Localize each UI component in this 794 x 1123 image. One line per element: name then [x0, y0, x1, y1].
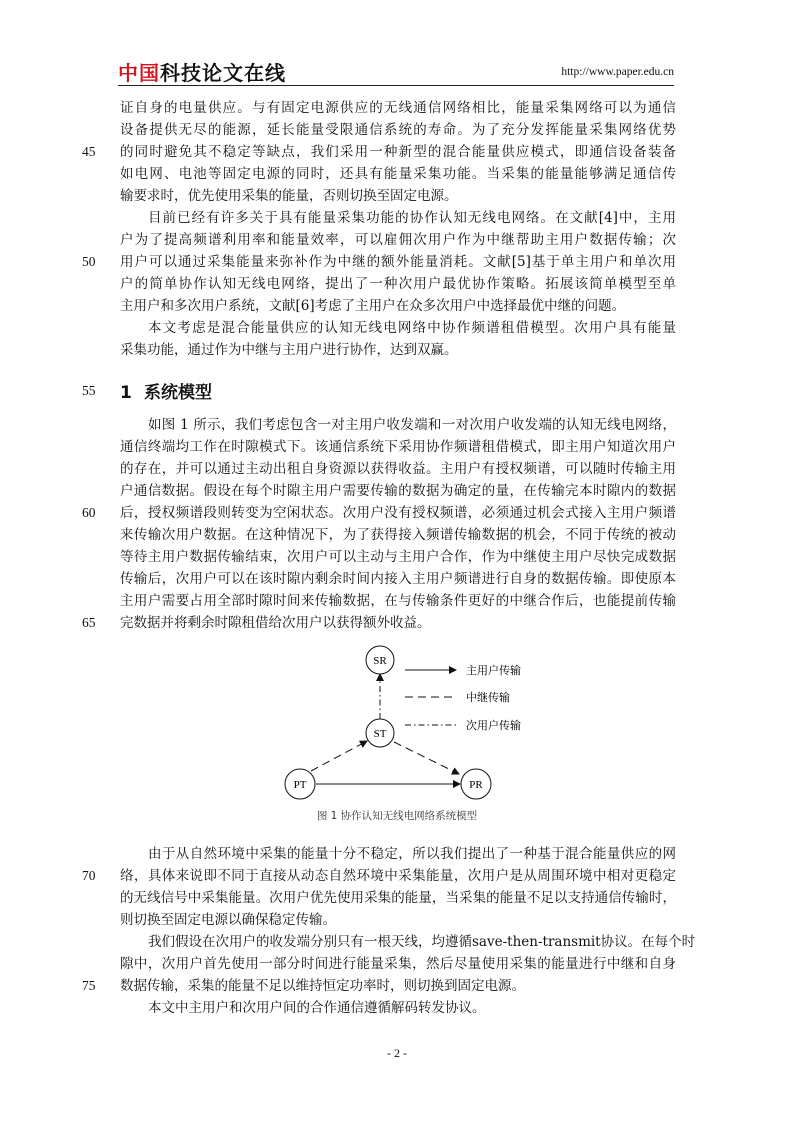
- text-line: 输要求时，优先使用采集的能量，否则切换至固定电源。: [120, 188, 458, 204]
- logo-black-text: 科技论文在线: [160, 61, 286, 85]
- logo-red-text: 中国: [118, 61, 160, 85]
- line-number: 50: [82, 254, 96, 269]
- text-line: 户通信数据。假设在每个时隙主用户需要传输的数据为确定的量，在传输完本时隙内的数据: [120, 483, 676, 499]
- section-number: 1: [120, 383, 132, 403]
- text-line: 我们假设在次用户的收发端分别只有一根天线，均遵循save-then-transmit协议。在每个时: [148, 934, 696, 950]
- text-line: 用户可以通过采集能量来弥补作为中继的额外能量消耗。文献[5]基于单主用户和单次用: [120, 254, 676, 270]
- text-line: 隙中，次用户首先使用一部分时间进行能量采集，然后尽量使用采集的能量进行中继和自身: [120, 956, 676, 972]
- header-divider: [118, 85, 674, 86]
- line-number: 65: [82, 615, 96, 630]
- journal-logo: [118, 57, 286, 86]
- text-line: 户为了提高频谱利用率和能量效率，可以雇佣次用户作为中继帮助主用户数据传输；次: [120, 232, 676, 248]
- legend-secondary-label: 次用户传输: [466, 719, 521, 732]
- text-line: 如电网、电池等固定电源的同时，还具有能量采集功能。当采集的能量能够满足通信传: [120, 166, 676, 182]
- line-number: 60: [82, 505, 96, 520]
- text-line: 传输后，次用户可以在该时隙内剩余时间内接入主用户频谱进行自身的数据传输。即使原本: [120, 571, 676, 587]
- st-pr-link: [394, 742, 459, 774]
- text-line: 采集功能，通过作为中继与主用户进行协作，达到双赢。: [120, 342, 458, 358]
- text-line: 通信终端均工作在时隙模式下。该通信系统下采用协作频谱租借模式，即主用户知道次用户: [120, 439, 676, 455]
- line-number: 70: [82, 868, 96, 883]
- text-line: 如图 1 所示，我们考虑包含一对主用户收发端和一对次用户收发端的认知无线电网络，: [148, 417, 676, 433]
- section-heading: [120, 378, 212, 403]
- text-line: 主用户和多次用户系统，文献[6]考虑了主用户在众多次用户中选择最优中继的问题。: [120, 298, 626, 314]
- line-number: 75: [82, 978, 96, 993]
- node-pt-label: PT: [293, 779, 307, 791]
- line-number: 45: [82, 144, 96, 159]
- text-line: 户的简单协作认知无线电网络，提出了一种次用户最优协作策略。拓展该简单模型至单: [120, 276, 676, 292]
- text-line: 设备提供无尽的能源，延长能量受限通信系统的寿命。为了充分发挥能量采集网络优势: [120, 122, 676, 138]
- text-line: 则切换至固定电源以确保稳定传输。: [120, 912, 336, 928]
- legend-relay-label: 中继传输: [466, 691, 510, 704]
- text-line: 数据传输，采集的能量不足以维持恒定功率时，则切换到固定电源。: [120, 978, 525, 994]
- text-line: 的无线信号中采集能量。次用户优先使用采集的能量，当采集的能量不足以支持通信传输时，: [120, 890, 676, 906]
- page-number: - 2 -: [387, 1046, 407, 1060]
- text-line: 等待主用户数据传输结束，次用户可以主动与主用户合作，作为中继使主用户尽快完成数据: [120, 549, 676, 565]
- legend-primary-label: 主用户传输: [466, 664, 521, 677]
- figure-caption: 图 1 协作认知无线电网络系统模型: [316, 810, 478, 822]
- text-line: 来传输次用户数据。在这种情况下，为了获得接入频谱传输数据的机会，不同于传统的被动: [120, 527, 676, 543]
- text-line: 证自身的电量供应。与有固定电源供应的无线通信网络相比，能量采集网络可以为通信: [120, 100, 676, 116]
- text-line: 完数据并将剩余时隙租借给次用户以获得额外收益。: [120, 615, 431, 631]
- section-title: 系统模型: [144, 383, 212, 403]
- node-st-label: ST: [373, 728, 387, 740]
- network-diagram: [270, 640, 540, 808]
- text-line: 主用户需要占用全部时隙时间来传输数据，在与传输条件更好的中继合作后，也能提前传输: [120, 593, 676, 609]
- node-sr-label: SR: [373, 655, 387, 667]
- text-line: 络，具体来说即不同于直接从动态自然环境中采集能量，次用户是从周围环境中相对更稳定: [120, 868, 676, 884]
- pt-st-link: [311, 741, 367, 771]
- node-pr-label: PR: [469, 779, 483, 791]
- text-line: 由于从自然环境中采集的能量十分不稳定，所以我们提出了一种基于混合能量供应的网: [148, 846, 676, 862]
- text-line: 的存在，并可以通过主动出租自身资源以获得收益。主用户有授权频谱，可以随时传输主用: [120, 461, 676, 477]
- text-line: 本文考虑是混合能量供应的认知无线电网络中协作频谱租借模型。次用户具有能量: [148, 320, 676, 336]
- text-line: 的同时避免其不稳定等缺点，我们采用一种新型的混合能量供应模式，即通信设备装备: [120, 144, 676, 160]
- header-url[interactable]: http://www.paper.edu.cn: [561, 66, 674, 78]
- text-line: 目前已经有许多关于具有能量采集功能的协作认知无线电网络。在文献[4]中，主用: [148, 210, 676, 226]
- text-line: 本文中主用户和次用户间的合作通信遵循解码转发协议。: [148, 1000, 486, 1016]
- text-line: 后，授权频谱段则转变为空闲状态。次用户没有授权频谱，必须通过机会式接入主用户频谱: [120, 505, 676, 521]
- line-number: 55: [82, 383, 96, 398]
